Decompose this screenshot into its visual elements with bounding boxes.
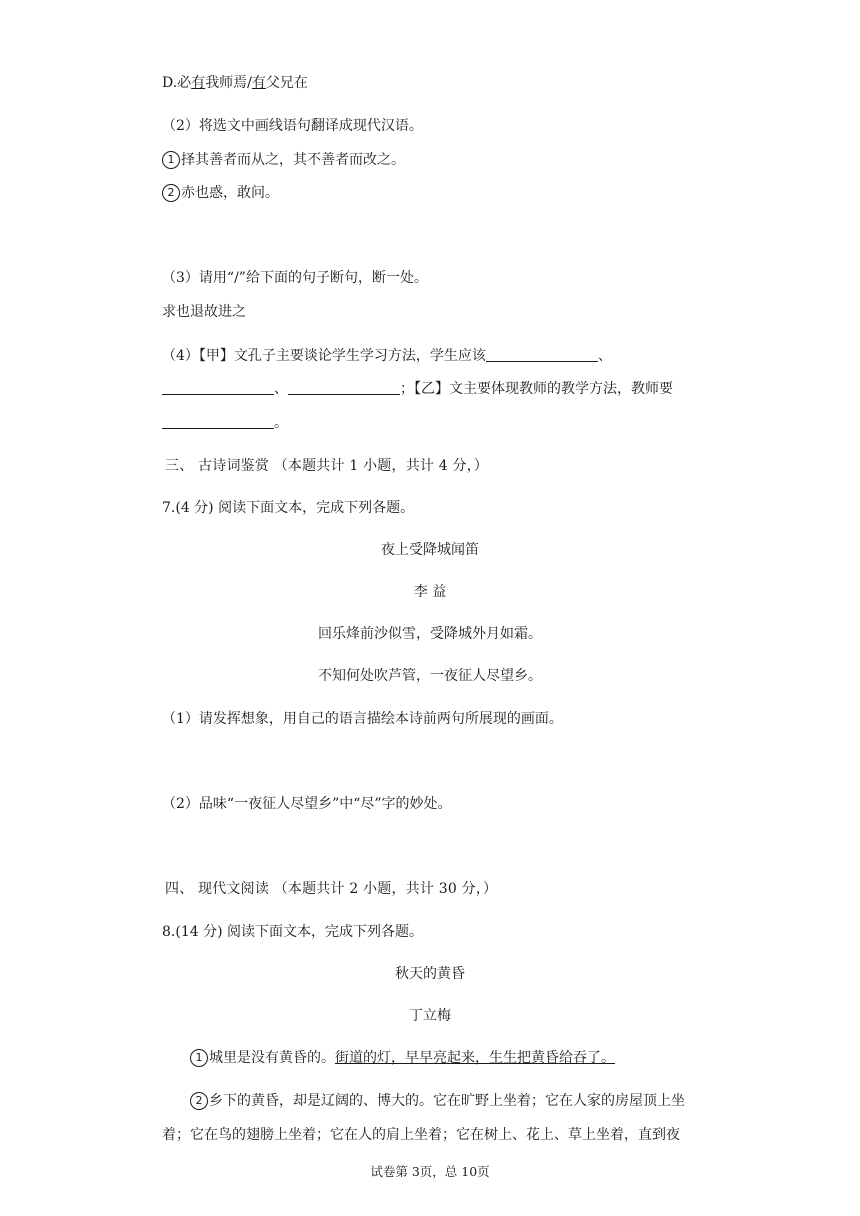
circled-number-2: 2 — [162, 184, 180, 202]
q8-intro: 8.(14 分) 阅读下面文本，完成下列各题。 — [162, 924, 423, 940]
circled-number-2: 2 — [190, 1092, 208, 1110]
q6-sub2-item-2 — [162, 183, 279, 203]
q6-sub4-part2: ；【乙】文主要体现教师的教学方法，教师要 — [400, 381, 673, 397]
option-d-word2: 有 — [251, 75, 266, 91]
q7-intro: 7.(4 分) 阅读下面文本，完成下列各题。 — [162, 500, 415, 516]
poem-author: 李 益 — [413, 584, 447, 600]
q6-sub4-part1: （4）【甲】文孔子主要谈论学生学习方法，学生应该 — [162, 348, 486, 364]
q6-sub2-item-1-text: 择其善者而从之，其不善者而改之。 — [181, 152, 405, 168]
essay-paragraph-1 — [190, 1048, 615, 1068]
page-footer: 试卷第 3页，总 10页 — [370, 1164, 490, 1179]
option-d — [162, 73, 308, 93]
para1-text: 城里是没有黄昏的。 — [209, 1050, 335, 1066]
q6-sub2-item-2-text: 赤也惑，敢问。 — [181, 185, 279, 201]
essay-author: 丁立梅 — [409, 1008, 451, 1024]
poem-line-2: 不知何处吹芦管，一夜征人尽望乡。 — [318, 668, 542, 684]
q6-sub2-item-1 — [162, 150, 405, 170]
poem-title: 夜上受降城闻笛 — [381, 542, 479, 558]
q7-sub2: （2）品味“一夜征人尽望乡”中“尽”字的妙处。 — [162, 796, 452, 812]
essay-title: 秋天的黄昏 — [395, 966, 465, 982]
q6-sub4-sep1: 、 — [597, 348, 612, 364]
option-d-suffix: 父兄在 — [265, 75, 308, 91]
q6-sub4-line3 — [162, 413, 288, 433]
option-d-word1: 有 — [191, 75, 206, 91]
answer-blank-1[interactable] — [486, 347, 598, 362]
essay-paragraph-2-line-1 — [190, 1091, 685, 1111]
answer-blank-2[interactable] — [162, 380, 274, 395]
answer-blank-3[interactable] — [288, 380, 400, 395]
answer-blank-4[interactable] — [162, 414, 274, 429]
section4-heading: 四、 现代文阅读 （本题共计 2 小题，共计 30 分，） — [165, 881, 498, 897]
circled-number-1: 1 — [190, 1049, 208, 1067]
poem-line-1: 回乐烽前沙似雪，受降城外月如霜。 — [318, 626, 542, 642]
q6-sub4-sep2: 、 — [274, 381, 288, 397]
q6-sub4-line1 — [162, 346, 612, 366]
q7-sub1: （1）请发挥想象，用自己的语言描绘本诗前两句所展现的画面。 — [162, 711, 563, 727]
para1-underlined-sentence: 街道的灯，早早亮起来，生生把黄昏给吞了。 — [335, 1050, 615, 1066]
option-d-mid: 我师焉/ — [205, 75, 252, 91]
q6-sub3-sentence: 求也退故进之 — [162, 304, 246, 320]
option-d-prefix: D.必 — [162, 75, 192, 91]
circled-number-1: 1 — [162, 151, 180, 169]
q6-sub2-title: （2）将选文中画线语句翻译成现代汉语。 — [162, 118, 423, 134]
essay-paragraph-2-line-2: 着；它在鸟的翅膀上坐着；它在人的肩上坐着；它在树上、花上、草上坐着，直到夜 — [162, 1127, 680, 1143]
q6-sub3-title: （3）请用“/”给下面的句子断句，断一处。 — [162, 270, 428, 286]
para2-line1-text: 乡下的黄昏，却是辽阔的、博大的。它在旷野上坐着；它在人家的房屋顶上坐 — [209, 1093, 685, 1109]
section3-heading: 三、 古诗词鉴赏 （本题共计 1 小题，共计 4 分，） — [165, 458, 489, 474]
q6-sub4-line2 — [162, 379, 673, 399]
q6-sub4-end: 。 — [274, 415, 288, 431]
